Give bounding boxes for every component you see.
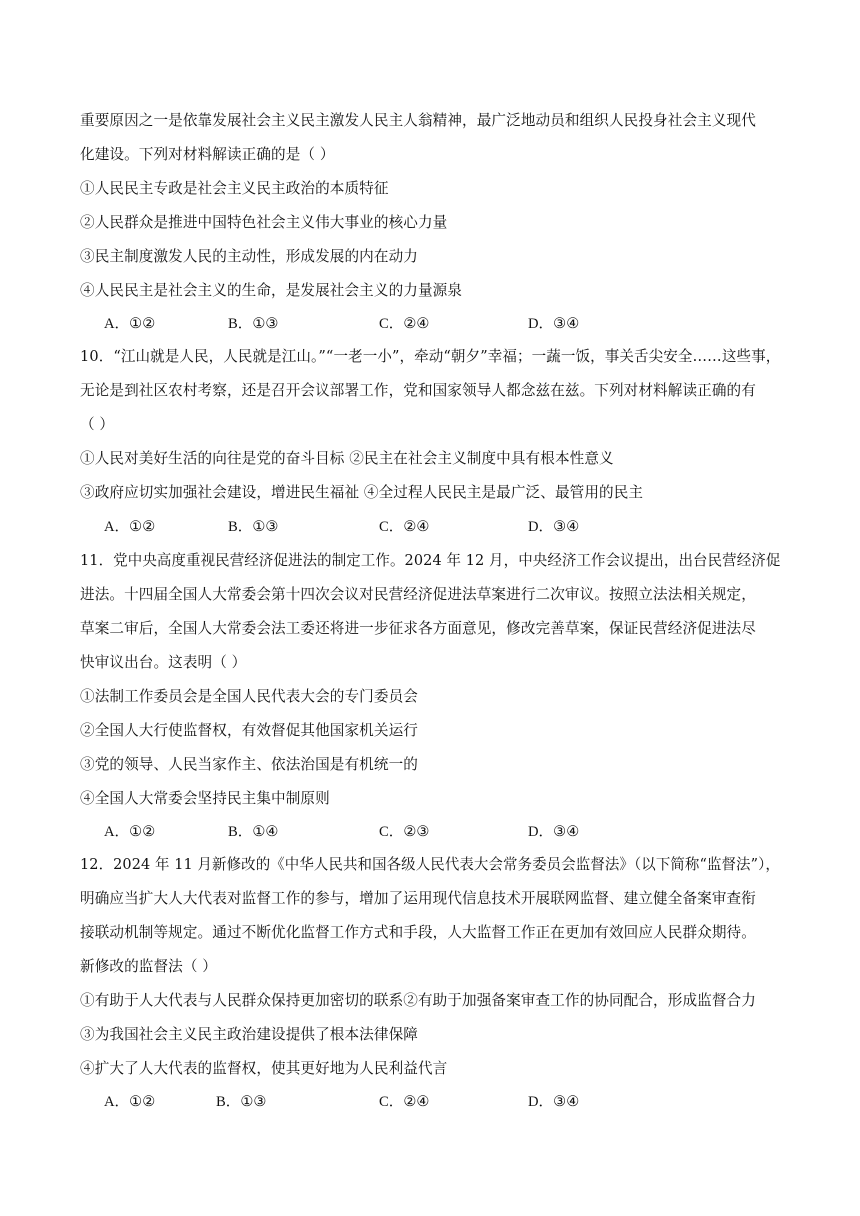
question-stem-line: 快审议出台。这表明（ ） (80, 654, 247, 671)
option-b[interactable]: B．①③ (216, 1093, 267, 1110)
answer-options (80, 1092, 780, 1112)
question-stem-line: 10．“江山就是人民，人民就是江山。”“一老一小”，牵动“朝夕”幸福；一蔬一饭，事关舌尖安全……这些事， (80, 348, 781, 365)
option-c[interactable]: C．②③ (379, 823, 430, 840)
option-d[interactable]: D．③④ (528, 1093, 580, 1110)
statement: ③为我国社会主义民主政治建设提供了根本法律保障 (80, 1026, 418, 1043)
question-stem-line: 进法。十四届全国人大常委会第十四次会议对民营经济促进法草案进行二次审议。按照立法法相关规定， (80, 586, 756, 603)
question-stem-line: 重要原因之一是依靠发展社会主义民主激发人民主人翁精神，最广泛地动员和组织人民投身社会主义现代 (80, 112, 756, 129)
question-stem-line: （ ） (80, 416, 115, 433)
statement: ③民主制度激发人民的主动性，形成发展的内在动力 (80, 248, 418, 265)
question-stem-line: 12．2024 年 11 月新修改的《中华人民共和国各级人民代表大会常务委员会监督法》（以下简称“监督法”）， (80, 856, 780, 873)
question-stem-line: 新修改的监督法（ ） (80, 958, 217, 975)
statement: ④人民民主是社会主义的生命，是发展社会主义的力量源泉 (80, 282, 463, 299)
question-stem-line: 11．党中央高度重视民营经济促进法的制定工作。2024 年 12 月，中央经济工作会议提出，出台民营经济促 (80, 552, 781, 569)
question-stem-line: 接联动机制等规定。通过不断优化监督工作方式和手段，人大监督工作正在更加有效回应人民群众期待。 (80, 924, 756, 941)
option-a[interactable]: A．①② (104, 1093, 156, 1110)
answer-options (80, 822, 780, 842)
statement: ②人民群众是推进中国特色社会主义伟大事业的核心力量 (80, 214, 448, 231)
statement: ③党的领导、人民当家作主、依法治国是有机统一的 (80, 756, 418, 773)
option-c[interactable]: C．②④ (379, 315, 430, 332)
option-a[interactable]: A．①② (104, 823, 156, 840)
option-b[interactable]: B．①③ (228, 518, 279, 535)
statement: ①有助于人大代表与人民群众保持更加密切的联系②有助于加强备案审查工作的协同配合，形成监督合力 (80, 992, 756, 1009)
option-a[interactable]: A．①② (104, 315, 156, 332)
option-b[interactable]: B．①④ (228, 823, 279, 840)
statement: ③政府应切实加强社会建设，增进民生福祉 ④全过程人民民主是最广泛、最管用的民主 (80, 484, 644, 501)
statement: ①人民民主专政是社会主义民主政治的本质特征 (80, 180, 389, 197)
option-b[interactable]: B．①③ (228, 315, 279, 332)
statement: ①法制工作委员会是全国人民代表大会的专门委员会 (80, 688, 418, 705)
option-d[interactable]: D．③④ (528, 518, 580, 535)
option-c[interactable]: C．②④ (379, 1093, 430, 1110)
question-stem-line: 无论是到社区农村考察，还是召开会议部署工作，党和国家领导人都念兹在兹。下列对材料解读正确的有 (80, 382, 756, 399)
question-stem-line: 明确应当扩大人大代表对监督工作的参与，增加了运用现代信息技术开展联网监督、建立健全备案审查衔 (80, 890, 756, 907)
option-d[interactable]: D．③④ (528, 315, 580, 332)
answer-options (80, 517, 780, 537)
question-stem-line: 化建设。下列对材料解读正确的是（ ） (80, 146, 335, 163)
option-d[interactable]: D．③④ (528, 823, 580, 840)
statement: ④全国人大常委会坚持民主集中制原则 (80, 790, 330, 807)
statement: ①人民对美好生活的向往是党的奋斗目标 ②民主在社会主义制度中具有根本性意义 (80, 450, 614, 467)
question-stem-line: 草案二审后，全国人大常委会法工委还将进一步征求各方面意见，修改完善草案，保证民营经济促进法尽 (80, 620, 756, 637)
statement: ④扩大了人大代表的监督权，使其更好地为人民利益代言 (80, 1060, 448, 1077)
statement: ②全国人大行使监督权，有效督促其他国家机关运行 (80, 722, 418, 739)
option-a[interactable]: A．①② (104, 518, 156, 535)
option-c[interactable]: C．②④ (379, 518, 430, 535)
answer-options (80, 314, 780, 334)
